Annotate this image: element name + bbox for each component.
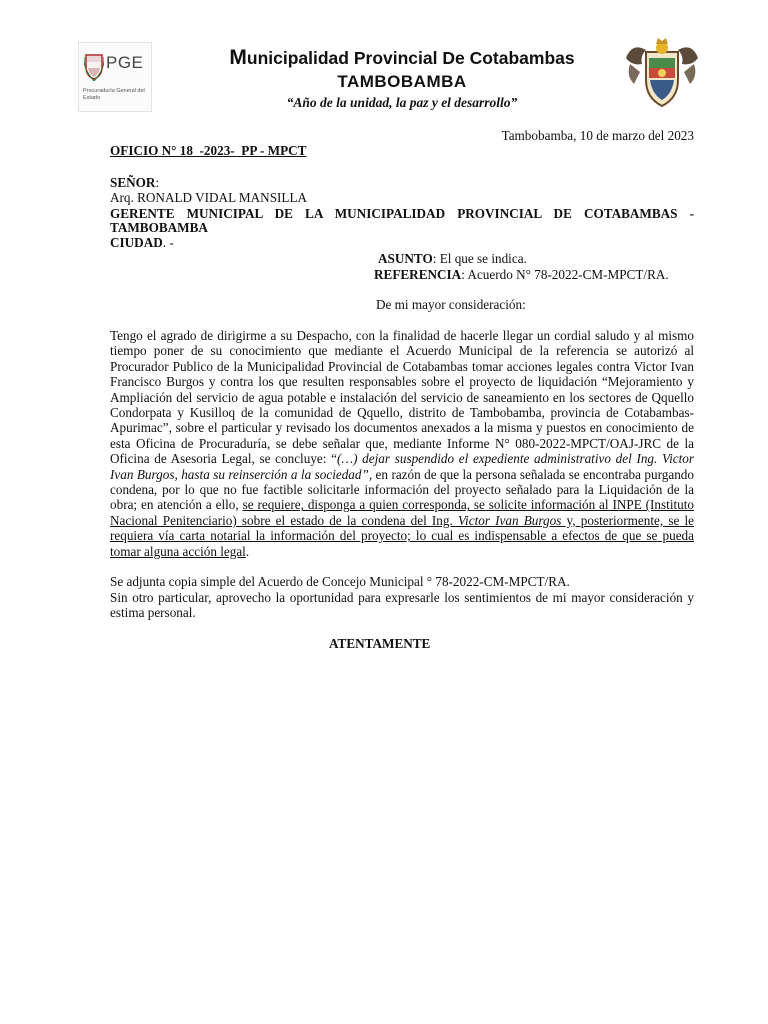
asunto-line [378, 251, 527, 267]
body-paragraph-2: Se adjunta copia simple del Acuerdo de Concejo Municipal ° 78-2022-CM-MPCT/RA. [110, 574, 570, 590]
city-label: CIUDAD [110, 235, 163, 250]
p1-end: . [245, 543, 250, 559]
recipient-position-cont: TAMBOBAMBA [110, 220, 208, 235]
pge-logo-subtitle: Procuraduría General del Estado [83, 88, 145, 101]
recipient-name: Arq. RONALD VIDAL MANSILLA [110, 190, 308, 205]
recipient-position: GERENTE MUNICIPAL DE LA MUNICIPALIDAD PROVINCIAL DE COTABAMBAS - [110, 206, 694, 221]
year-motto: “Año de la unidad, la paz y el desarrollo” [286, 95, 518, 110]
city-suffix: . - [162, 235, 174, 250]
p1-quote: (…) dejar suspendido el expediente administrativo del Ing. Victor Ivan Burgos, hasta su reinserción a la sociedad”, [110, 451, 695, 482]
referencia-value: : Acuerdo N° 78-2022-CM-MPCT/RA. [461, 267, 669, 282]
asunto-value: : El que se indica. [432, 251, 527, 266]
referencia-line [374, 267, 669, 283]
title-rest: unicipalidad Provincial De Cotabambas [246, 48, 575, 68]
greeting: De mi mayor consideración: [376, 297, 526, 312]
p1-underlined-b: y, posteriormente, se le requiera vía carta notarial la información del proyecto; lo cual es indispensable a efectos de que se pueda tomar alguna acción legal [110, 512, 695, 559]
date-line: Tambobamba, 10 de marzo del 2023 [501, 128, 694, 143]
body-paragraph-3: Sin otro particular, aprovecho la oportunidad para expresarle los sentimientos de mi mayor consideración y estima personal. [110, 589, 694, 620]
salutation-label: SEÑOR [110, 175, 156, 190]
p1-underlined-a: se requiere, disponga a quien corresponda, se solicite información al INPE (Instituto Nacional Penitenciario) sobre el estado de la condena del Ing. [110, 497, 695, 528]
p1-text-a: Tengo el agrado de dirigirme a su Despacho, con la finalidad de hacerle llegar un cordial saludo y al mismo tiempo poner de su conocimiento que mediante el Acuerdo Municipal de la referencia se autorizó al Procurador Publico de la Municipalidad Provincial de Cotabambas tomar acciones legales contra Victor Ivan Francisco Burgos y contra los que resulten responsables sobre el proyecto de liquidación “Mejoramiento y Ampliación del servicio de agua potable e instalación del servicio de saneamiento en los sectores de Qquello Condorpata y Kusilloq de la comunidad de Qquello, distrito de Tambobamba, provincia de Cotabambas-Apurimac”, sobre el particular y revisado los documentos anexados a la misma y puestos en conocimiento de esta Oficina de Procuraduría, se debe señalar que, mediante Informe N° 080-2022-MPCT/OAJ-JRC de la Oficina de Asesoria Legal, se concluye: “ [110, 328, 694, 467]
p1-text-b: en razón de que la persona señalada se encontraba purgando condena, por lo que no fue factible solicitarle información del proyecto señalado para la Liquidación de la obra; en atención a ello, [110, 466, 694, 513]
letter-body [110, 328, 694, 620]
municipality-title [160, 46, 644, 70]
recipient-city [110, 235, 174, 251]
pge-logo-text: PGE [106, 53, 144, 72]
asunto-label: ASUNTO [378, 251, 433, 266]
municipality-city: TAMBOBAMBA [337, 72, 467, 91]
title-initial: M [229, 46, 247, 69]
closing: ATENTAMENTE [329, 636, 431, 651]
referencia-label: REFERENCIA [374, 267, 462, 282]
p1-underlined-name: Victor Ivan Burgos [457, 512, 562, 528]
oficio-reference: OFICIO N° 18 -2023- PP - MPCT [110, 143, 307, 158]
recipient-salutation: SEÑOR: [110, 175, 160, 190]
pge-logo [78, 42, 152, 112]
body-paragraph-1 [110, 328, 694, 559]
peru-coat-of-arms-icon [84, 51, 104, 81]
